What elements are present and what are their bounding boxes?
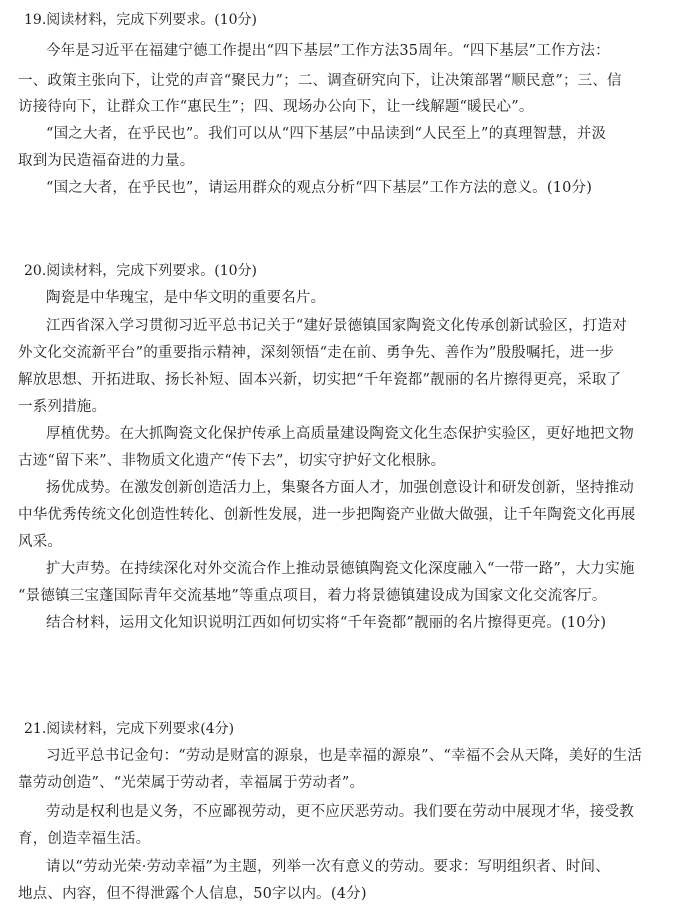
question-20-heading: 20.阅读材料，完成下列要求。(10分) (24, 263, 258, 279)
question-20-line: 外文化交流新平台”的重要指示精神，深刻领悟“走在前、勇争先、善作为”殷殷嘱托，进一步 (18, 345, 615, 361)
question-19-line: 取到为民造福奋进的力量。 (18, 153, 195, 169)
question-20-line: 一系列措施。 (18, 399, 107, 415)
question-21-line: 请以“劳动光荣·劳动幸福”为主题，列举一次有意义的劳动。要求：写明组织者、时间、 (46, 859, 610, 875)
question-19-heading: 19.阅读材料，完成下列要求。(10分) (24, 12, 258, 28)
question-20-line: 扩大声势。在持续深化对外交流合作上推动景德镇陶瓷文化深度融入“一带一路”，大力实施 (46, 561, 635, 577)
question-19-line: “国之大者，在乎民也”。我们可以从“四下基层”中品读到“人民至上”的真理智慧，并汲 (46, 126, 607, 142)
question-21-line: 育，创造幸福生活。 (18, 831, 151, 847)
question-21-line: 靠劳动创造”、“光荣属于劳动者，幸福属于劳动者”。 (18, 775, 365, 791)
question-19-line: 一、政策主张向下，让党的声音“聚民力”；二、调查研究向下，让决策部署“顺民意”；三、信 (18, 73, 622, 89)
question-19-prompt: “国之大者，在乎民也”，请运用群众的观点分析“四下基层”工作方法的意义。(10分) (46, 180, 593, 196)
question-20-line: 厚植优势。在大抓陶瓷文化保护传承上高质量建设陶瓷文化生态保护实验区，更好地把文物 (46, 426, 634, 442)
question-21-prompt: 地点、内容，但不得泄露个人信息，50字以内。(4分) (18, 886, 367, 902)
question-21-heading: 21.阅读材料，完成下列要求(4分) (24, 721, 235, 737)
question-20-line: 陶瓷是中华瑰宝，是中华文明的重要名片。 (46, 290, 326, 306)
question-20-line: 江西省深入学习贯彻习近平总书记关于“建好景德镇国家陶瓷文化传承创新试验区，打造对 (46, 318, 627, 334)
question-19-line: 今年是习近平在福建宁德工作提出“四下基层”工作方法35周年。“四下基层”工作方法： (46, 43, 610, 59)
question-20-line: 古迹“留下来”、非物质文化遗产“传下去”，切实守护好文化根脉。 (18, 453, 446, 469)
question-20-line: “景德镇三宝蓬国际青年交流基地”等重点项目，着力将景德镇建设成为国家文化交流客厅。 (18, 588, 607, 604)
question-19-line: 访接待向下，让群众工作“惠民生”；四、现场办公向下，让一线解题“暖民心”。 (18, 99, 534, 115)
question-20-line: 风采。 (18, 534, 63, 550)
question-20-line: 扬优成势。在激发创新创造活力上，集聚各方面人才，加强创意设计和研发创新，坚持推动 (46, 480, 634, 496)
question-21-line: 劳动是权利也是义务，不应鄙视劳动，更不应厌恶劳动。我们要在劳动中展现才华，接受教 (46, 804, 634, 820)
question-20-prompt: 结合材料，运用文化知识说明江西如何切实将“千年瓷都”靓丽的名片擦得更亮。(10分) (46, 615, 607, 631)
question-20-line: 中华优秀传统文化创造性转化、创新性发展，进一步把陶瓷产业做大做强，让千年陶瓷文化再展 (18, 507, 636, 523)
question-20-line: 解放思想、开拓进取、扬长补短、固本兴新，切实把“千年瓷都”靓丽的名片擦得更亮，采取了 (18, 372, 622, 388)
question-21-line: 习近平总书记金句：“劳动是财富的源泉，也是幸福的源泉”、“幸福不会从天降，美好的生活 (46, 748, 643, 764)
